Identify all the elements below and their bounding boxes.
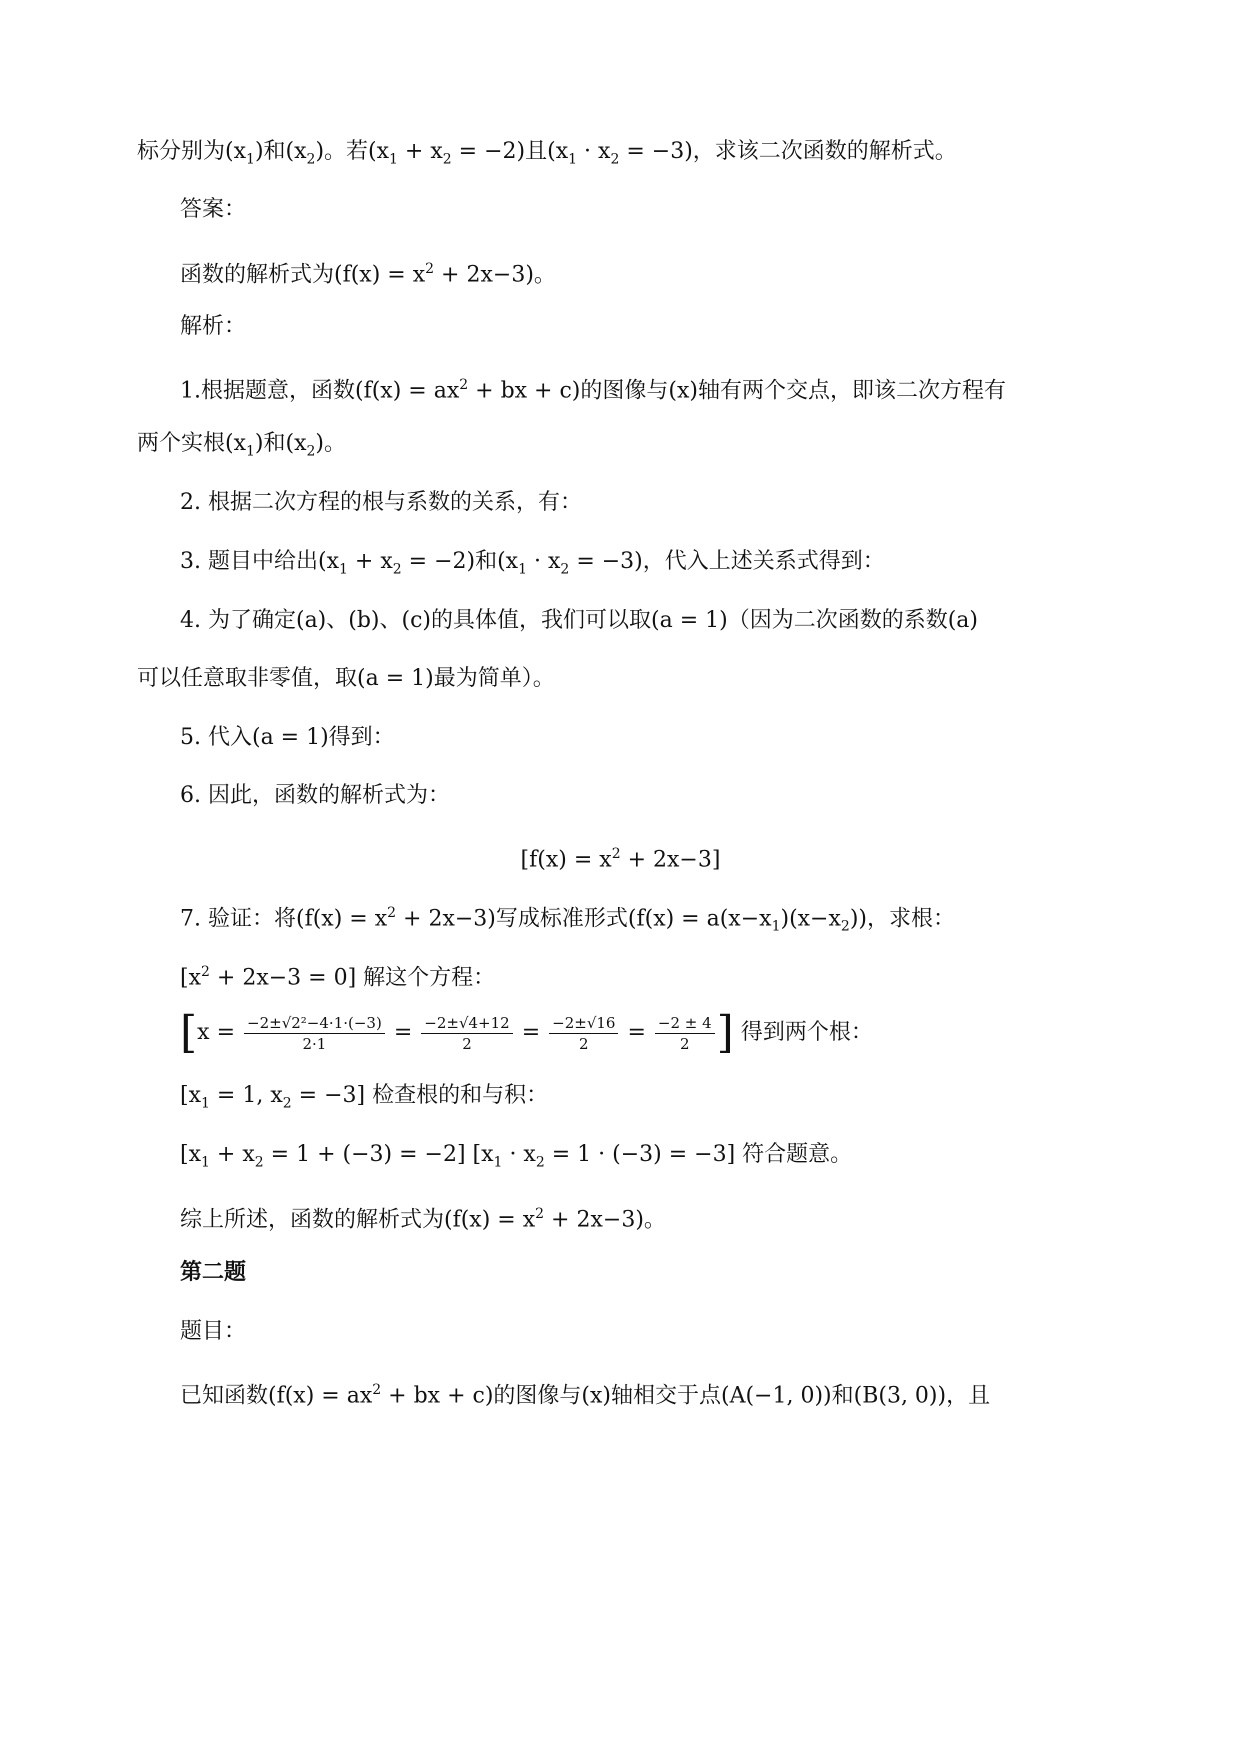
step-4-cont: 可以任意取非零值，取(a = 1)最为简单）。	[137, 666, 555, 691]
root-check: $[x_1 + x_2 = 1 + (-3) = -2] [x_1 \cdot x_2 = 1 \cdot (-3) = -3]$ 符合题意。	[180, 1142, 853, 1171]
centered-equation: $[f(x) = x^2 + 2x-3]$	[520, 846, 721, 873]
fraction-3: $\frac{-2\pm√16}{2}$	[549, 1014, 618, 1053]
answer-label: 答案：	[180, 197, 247, 222]
question-2-label: 题目：	[180, 1319, 247, 1344]
question-2-text: 已知函数($f(x) = ax^2$ + bx + c)的图像与(x)轴相交于点(A(−1, 0))和(B(3, 0))，且	[180, 1382, 991, 1409]
step-5: 5. 代入(a = 1)得到：	[180, 725, 395, 750]
step-1: 1.根据题意，函数($f(x) = ax^2$ + bx + c)的图像与(x)轴有两个交点，即该二次方程有	[180, 377, 1006, 404]
fraction-2: $\frac{-2\pm√4+12}{2}$	[421, 1014, 512, 1053]
left-bracket: [	[180, 1007, 198, 1058]
analysis-label: 解析：	[180, 314, 247, 339]
fraction-1: $\frac{\text{−2±√2²−4·1·(−3)}}{2\cdot 1}$	[244, 1014, 385, 1053]
step-3: 3. 题目中给出$(x_1 + x_2 = -2)$和$(x_1 \cdot x_2 = -3)$，代入上述关系式得到：	[180, 549, 885, 578]
roots: [$x_1 = 1$, $x_2 = -3$] 检查根的和与积：	[180, 1083, 549, 1112]
quadratic-formula: [x = $\frac{\text{−2±√2²−4·1·(−3)}}{2\cdot 1}$ = $\frac{-2\pm√4+12}{2}$ = $\frac{-2\pm√16}{2}$ = $\frac{-2 \pm 4}{2}$ ] 得到两个根：	[180, 1007, 873, 1058]
step-1-cont: 两个实根$(x_1)$和$(x_2)$。	[137, 431, 347, 460]
step-7: 7. 验证：将$(f(x) = x^2 + 2x-3)$写成标准形式$(f(x) = a(x-x_1)(x-x_2))$，求根：	[180, 905, 955, 935]
problem-continuation: 标分别为$(x_1)$和$(x_2)$。若$(x_1 + x_2 = -2)$且$(x_1 \cdot x_2 = -3)$，求该二次函数的解析式。	[137, 139, 957, 168]
step-4: 4. 为了确定(a)、(b)、(c)的具体值，我们可以取(a = 1)（因为二次函数的系数(a)	[180, 608, 978, 633]
right-bracket: ]	[716, 1007, 734, 1058]
equation-solve: $[x^2 + 2x-3 = 0]$ 解这个方程：	[180, 964, 496, 991]
summary: 综上所述，函数的解析式为$(f(x) = x^2 + 2x-3)$。	[180, 1206, 666, 1233]
question-2-heading: 第二题	[180, 1260, 247, 1285]
answer-text: 函数的解析式为$(f(x) = x^2 + 2x-3)$。	[180, 261, 556, 288]
fraction-4: $\frac{-2 \pm 4}{2}$	[655, 1014, 715, 1053]
step-6: 6. 因此，函数的解析式为：	[180, 783, 450, 808]
step-2: 2. 根据二次方程的根与系数的关系，有：	[180, 490, 582, 515]
